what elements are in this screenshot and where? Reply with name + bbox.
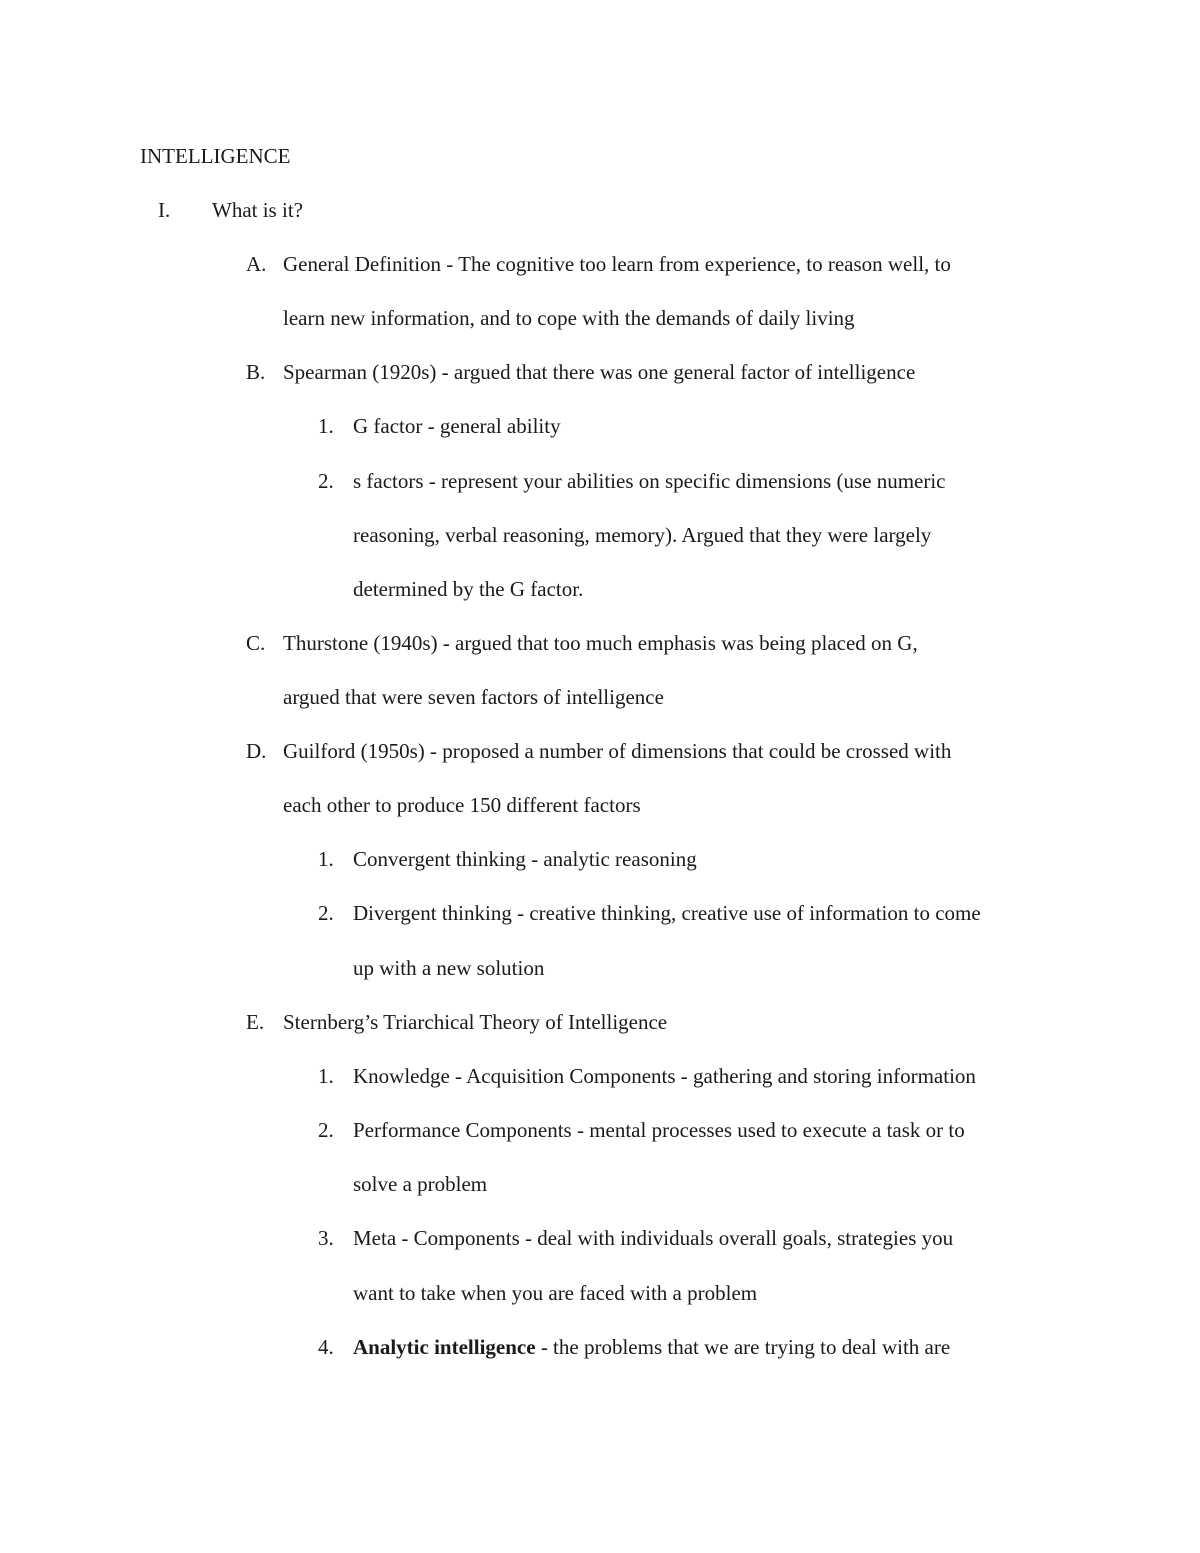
section-i-marker: I. [158,198,171,222]
item-d-sub-2-line-2: up with a new solution [353,956,545,980]
item-b-sub-2-line-1: s factors - represent your abilities on specific dimensions (use numeric [353,469,946,493]
item-e-sub-2-marker: 2. [318,1118,334,1142]
item-c-line-2: argued that were seven factors of intelligence [283,685,664,709]
item-d-marker: D. [246,739,267,763]
item-a-line-1: General Definition - The cognitive too learn from experience, to reason well, to [283,252,951,276]
item-e-sub-2-line-2: solve a problem [353,1172,488,1196]
item-d-line-1: Guilford (1950s) - proposed a number of dimensions that could be crossed with [283,739,952,763]
item-e-sub-3-line-1: Meta - Components - deal with individuals overall goals, strategies you [353,1226,954,1250]
item-d-sub-2-marker: 2. [318,901,334,925]
item-b-sub-2-line-2: reasoning, verbal reasoning, memory). Argued that they were largely [353,523,932,547]
item-e-marker: E. [246,1010,265,1034]
item-c-marker: C. [246,631,266,655]
item-b-sub-2-marker: 2. [318,469,334,493]
analytic-intelligence-definition: - the problems that we are trying to deal with are [535,1335,951,1359]
item-b-sub-2-line-3: determined by the G factor. [353,577,584,601]
item-d-sub-1-line-1: Convergent thinking - analytic reasoning [353,847,697,871]
item-e-line-1: Sternberg’s Triarchical Theory of Intelligence [283,1010,668,1034]
item-e-sub-4-marker: 4. [318,1335,334,1359]
item-e-sub-1-marker: 1. [318,1064,334,1088]
section-i-heading: What is it? [212,198,303,222]
item-d-line-2: each other to produce 150 different factors [283,793,641,817]
item-e-sub-4-line-1 [353,1335,950,1359]
item-c-line-1: Thurstone (1940s) - argued that too much emphasis was being placed on G, [283,631,918,655]
item-e-sub-1-line-1: Knowledge - Acquisition Components - gathering and storing information [353,1064,976,1088]
item-d-sub-2-line-1: Divergent thinking - creative thinking, creative use of information to come [353,901,981,925]
analytic-intelligence-term: Analytic intelligence [353,1335,536,1359]
item-e-sub-2-line-1: Performance Components - mental processes used to execute a task or to [353,1118,965,1142]
item-e-sub-3-marker: 3. [318,1226,334,1250]
item-b-sub-1-line-1: G factor - general ability [353,414,561,438]
document-title: INTELLIGENCE [140,144,291,168]
item-b-line-1: Spearman (1920s) - argued that there was one general factor of intelligence [283,360,916,384]
item-a-marker: A. [246,252,267,276]
item-b-sub-1-marker: 1. [318,414,334,438]
item-a-line-2: learn new information, and to cope with the demands of daily living [283,306,855,330]
item-b-marker: B. [246,360,266,384]
item-e-sub-3-line-2: want to take when you are faced with a problem [353,1281,758,1305]
item-d-sub-1-marker: 1. [318,847,334,871]
